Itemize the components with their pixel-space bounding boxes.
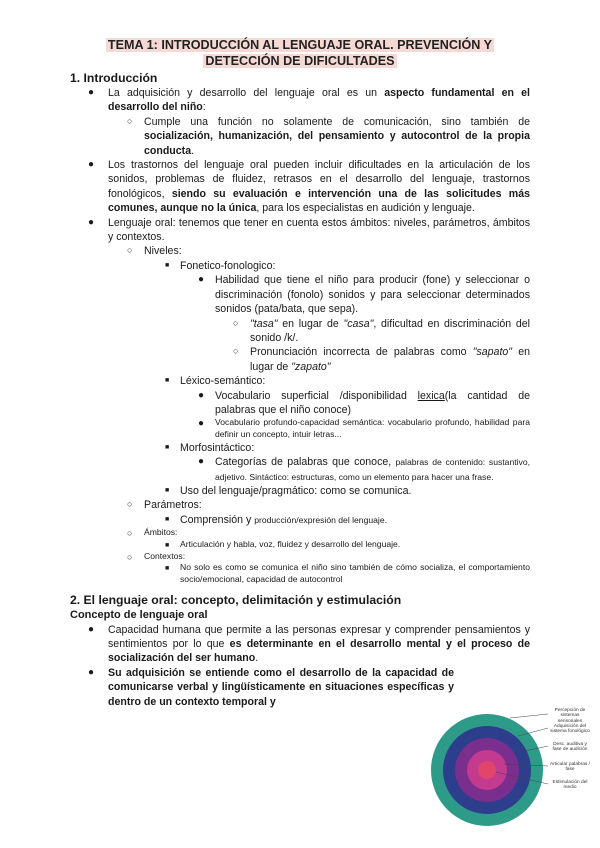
list-item	[88, 86, 530, 115]
text: Pronunciación incorrecta de palabras como	[250, 346, 473, 359]
text: Capacidad humana que permite a las personas expresar y comprender pensamientos y sentimientos por lo que	[108, 623, 530, 650]
text: Comprensión y	[180, 513, 255, 526]
text: .	[255, 652, 259, 665]
text: Ámbitos:	[144, 527, 178, 538]
text: en lugar de	[277, 317, 344, 330]
list-item	[198, 273, 530, 316]
section-2-heading: 2. El lenguaje oral: concepto, delimitación y estimulación	[70, 592, 402, 607]
text: Parámetros:	[144, 499, 202, 512]
list-item	[127, 115, 530, 158]
list-item	[233, 345, 530, 374]
bullet-disc-icon: ●	[88, 666, 95, 678]
text: Categorías de palabras que conoce,	[215, 456, 396, 469]
bold-text: siendo su evaluación e intervención una de las solicitudes más comunes, aunque no la única	[108, 187, 530, 215]
document-body	[70, 70, 530, 709]
bullet-circle-icon: ○	[127, 551, 133, 562]
text: , dificultad en discriminación del sonido /k/.	[250, 317, 530, 344]
list-item	[127, 244, 530, 258]
text: Vocabulario superficial /disponibilidad	[215, 389, 418, 402]
bullet-circle-icon: ○	[233, 317, 239, 328]
text: .	[191, 144, 195, 157]
italic-text: "tasa"	[250, 317, 278, 330]
bullet-disc-icon: ●	[198, 389, 205, 401]
bullet-square-icon: ■	[165, 486, 170, 494]
list-item	[88, 666, 454, 709]
list-item	[165, 259, 530, 273]
text: Léxico-semántico:	[180, 375, 266, 388]
bullet-square-icon: ■	[165, 443, 170, 451]
list-item	[165, 441, 530, 455]
list-item	[127, 550, 530, 563]
list-item	[88, 158, 530, 216]
bullet-circle-icon: ○	[233, 346, 239, 357]
bullet-disc-icon: ●	[198, 456, 205, 468]
text: No solo es como se comunica el niño sino también de cómo socializa, el comportamiento socio/emocional, capacidad de autocontrol	[180, 562, 530, 584]
bullet-disc-icon: ●	[88, 216, 95, 228]
text: Articulación y habla, voz, fluidez y desarrollo del lenguaje.	[180, 538, 401, 549]
small-text: palabras de contenido: sustantivo, adjetivo. Sintáctico: estructuras, como un elemento para hacer una frase.	[215, 457, 530, 482]
bullet-square-icon: ■	[165, 515, 170, 523]
list-item	[165, 562, 530, 585]
bullet-disc-icon: ●	[198, 274, 205, 286]
subheading: Concepto de lenguaje oral	[70, 608, 208, 621]
text: Niveles:	[144, 245, 182, 258]
bullet-circle-icon: ○	[127, 115, 133, 126]
list-item	[88, 623, 530, 666]
concentric-circles-figure	[430, 708, 600, 828]
text: Habilidad que tiene el niño para producir (fone) y seleccionar o discriminación (fonolo) sonidos y para seleccionar determinados sonidos (pata/bata, que sepa).	[215, 274, 530, 316]
text: en lugar de	[250, 346, 530, 373]
core-circle	[478, 761, 496, 779]
bullet-square-icon: ■	[165, 261, 170, 269]
list-item	[127, 498, 530, 512]
bold-text: Su adquisición se entiende como el desarrollo de la capacidad de comunicarse verbal y lingüísticamente en situaciones específicas y dentro de un contexto temporal y	[108, 666, 454, 708]
text: :	[202, 101, 206, 114]
text: (la cantidad de palabras que el niño conoce)	[215, 389, 530, 416]
figure-label: Adquisición del sistema fonológico	[550, 724, 590, 735]
bold-text: es determinante en el desarrollo mental y el proceso de socialización del ser humano	[108, 638, 530, 665]
list-item	[198, 455, 530, 484]
text: Fonetico-fonologico:	[180, 259, 276, 272]
text: Vocabulario profundo-capacidad semántica: vocabulario profundo, habilidad para definir un concepto, intuir letras...	[215, 417, 530, 440]
list-item	[165, 484, 530, 498]
bullet-circle-icon: ○	[127, 528, 133, 539]
text: Cumple una función no solamente de comunicación, sino también de	[144, 115, 530, 128]
bullet-disc-icon: ●	[198, 418, 205, 430]
list-item	[127, 527, 530, 539]
text: Lenguaje oral: tenemos que tener en cuenta estos ámbitos: niveles, parámetros, ámbitos y contextos.	[108, 216, 530, 244]
section-1-heading: 1. Introducción	[70, 71, 158, 85]
text: Contextos:	[144, 550, 186, 561]
list-item	[233, 317, 530, 346]
list-item	[165, 538, 530, 551]
bullet-square-icon: ■	[165, 565, 170, 573]
page-title	[0, 37, 600, 69]
text: Los trastornos del lenguaje oral pueden incluir dificultades en la articulación de los sonidos, problemas de fluidez, retrasos en el desarrollo del lenguaje, trastornos fonológicos,	[108, 159, 530, 200]
italic-text: "zapato"	[291, 360, 331, 373]
figure-label: Estimulación del medio	[552, 780, 588, 791]
title-line-1: TEMA 1: INTRODUCCIÓN AL LENGUAJE ORAL. PREVENCIÓN Y	[107, 38, 493, 52]
bullet-square-icon: ■	[165, 541, 170, 549]
list-item	[88, 216, 530, 245]
list-item	[165, 513, 530, 527]
bold-text: aspecto fundamental en el desarrollo del niño	[108, 87, 530, 114]
list-item	[165, 374, 530, 388]
bullet-disc-icon: ●	[88, 159, 95, 171]
figure-label: Percepción de sistemas sensoriales	[554, 708, 586, 724]
bullet-circle-icon: ○	[127, 499, 133, 510]
bullet-circle-icon: ○	[127, 245, 133, 256]
bullet-disc-icon: ●	[88, 87, 95, 98]
text: Morfosintáctico:	[180, 441, 255, 454]
list-item	[198, 417, 530, 440]
bullet-square-icon: ■	[165, 377, 170, 385]
title-line-2: DETECCIÓN DE DIFICULTADES	[205, 54, 395, 68]
italic-text: "casa"	[343, 317, 374, 330]
italic-text: "sapato"	[472, 346, 513, 359]
list-item	[198, 389, 530, 418]
figure-label: Desc. auditiva y fase de audición	[552, 742, 588, 753]
bullet-disc-icon: ●	[88, 623, 95, 635]
small-text: producción/expresión del lenguaje.	[254, 514, 388, 525]
bold-text: socialización, humanización, del pensamiento y autocontrol de la propia conducta	[144, 130, 530, 157]
text: Uso del lenguaje/pragmático: como se comunica.	[180, 484, 412, 497]
text: , para los especialistas en audición y lenguaje.	[256, 202, 475, 215]
figure-label: Articular palabras / fase	[550, 762, 590, 773]
underlined-text: lexica	[417, 389, 445, 402]
text: La adquisición y desarrollo del lenguaje oral es un	[108, 87, 385, 99]
